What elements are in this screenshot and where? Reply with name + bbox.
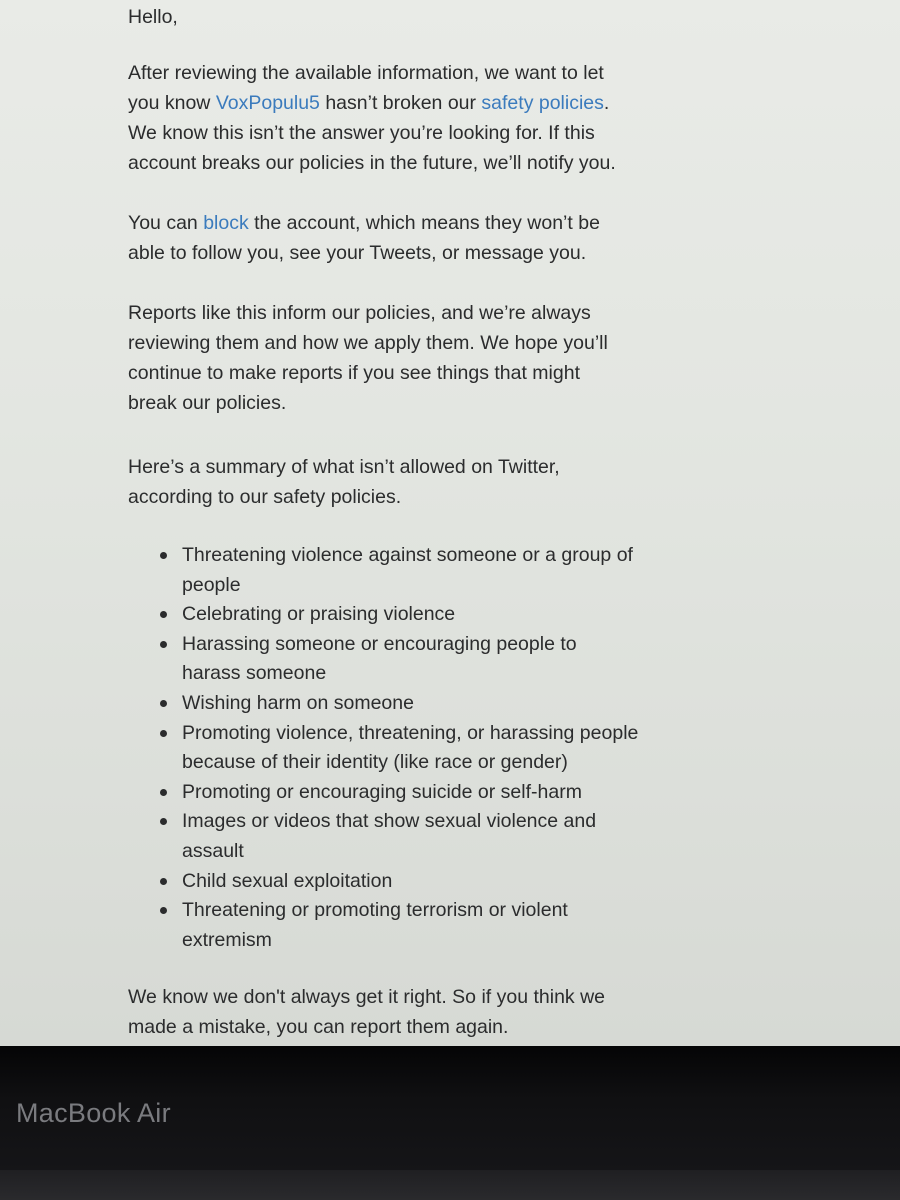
policy-text: Threatening violence against someone or a group of <box>182 544 633 566</box>
policy-item <box>128 540 638 599</box>
reports-paragraph <box>128 298 608 418</box>
block-line-2: able to follow you, see your Tweets, or message you. <box>128 242 587 264</box>
policy-text: Child sexual exploitation <box>182 869 393 892</box>
account-link[interactable]: VoxPopulu5 <box>215 92 320 114</box>
policy-text: Images or videos that show sexual violence and <box>182 810 597 833</box>
closing-line-2: made a mistake, you can report them again. <box>128 1016 509 1038</box>
summary-line-1: Here’s a summary of what isn’t allowed on Twitter, <box>128 456 560 478</box>
intro-line-1: After reviewing the available information, we want to let <box>128 62 604 84</box>
policy-item <box>128 806 638 865</box>
policy-text: Harassing someone or encouraging people to <box>182 632 577 655</box>
policy-item <box>128 895 638 954</box>
policy-item <box>128 866 638 896</box>
bullet-icon <box>160 700 167 707</box>
intro-line-4: account breaks our policies in the future, we’ll notify you. <box>128 152 616 174</box>
intro-line-2 <box>128 88 616 118</box>
bullet-icon <box>160 641 167 648</box>
block-paragraph <box>128 208 600 268</box>
reports-line-3: continue to make reports if you see things that might <box>128 362 580 384</box>
policy-item <box>128 599 638 629</box>
bullet-icon <box>160 552 167 559</box>
policy-item <box>128 688 638 718</box>
bullet-icon <box>160 730 167 737</box>
bullet-icon <box>160 878 167 885</box>
safety-policies-link[interactable]: safety policies <box>481 92 604 114</box>
bullet-icon <box>160 907 167 914</box>
bullet-icon <box>160 789 167 796</box>
closing-line-1: We know we don't always get it right. So if you think we <box>128 986 606 1008</box>
policy-text: extremism <box>182 928 272 951</box>
policy-item <box>128 629 638 688</box>
policy-item <box>128 718 638 777</box>
intro-paragraph <box>128 58 616 178</box>
reports-line-1: Reports like this inform our policies, and we’re always <box>128 302 591 324</box>
policy-text: Wishing harm on someone <box>182 691 414 714</box>
bullet-icon <box>160 611 167 618</box>
intro-text: you know <box>128 92 216 114</box>
block-line-1 <box>128 208 600 238</box>
policy-text: people <box>182 573 241 596</box>
greeting: Hello, <box>128 6 178 28</box>
block-link[interactable]: block <box>203 212 249 234</box>
device-label: MacBook Air <box>16 1098 171 1128</box>
reports-line-2: reviewing them and how we apply them. We hope you’ll <box>128 332 608 354</box>
laptop-hinge <box>0 1170 900 1200</box>
block-text: the account, which means they won’t be <box>248 212 600 234</box>
policy-text: Threatening or promoting terrorism or violent <box>182 899 568 922</box>
summary-paragraph <box>128 452 560 512</box>
bullet-icon <box>160 818 167 825</box>
summary-line-2: according to our safety policies. <box>128 486 402 508</box>
policy-text: assault <box>182 839 244 862</box>
policy-text: Promoting violence, threatening, or harassing people <box>182 721 639 744</box>
intro-text: hasn’t broken our <box>319 92 482 114</box>
block-text: You can <box>128 212 204 234</box>
laptop-bezel <box>0 1046 900 1200</box>
policy-text: harass someone <box>182 662 327 685</box>
policy-text: because of their identity (like race or gender) <box>182 751 568 774</box>
policy-list <box>128 540 638 954</box>
reports-line-4: break our policies. <box>128 392 287 414</box>
policy-text: Celebrating or praising violence <box>182 603 456 626</box>
closing-paragraph <box>128 982 605 1042</box>
intro-text: . <box>603 92 610 114</box>
policy-item <box>128 777 638 807</box>
intro-line-3: We know this isn’t the answer you’re looking for. If this <box>128 122 595 144</box>
policy-text: Promoting or encouraging suicide or self-harm <box>182 780 582 803</box>
